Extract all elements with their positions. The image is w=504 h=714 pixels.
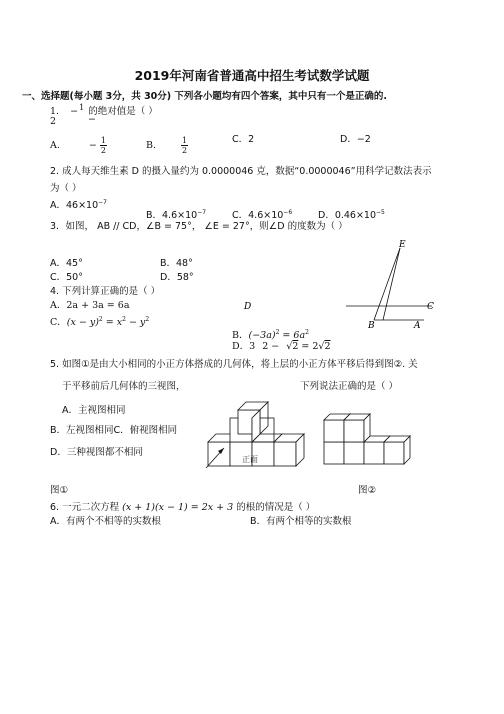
q4-option-b-base: (−3a) xyxy=(248,330,276,341)
q2-option-c xyxy=(232,207,292,222)
q2-option-a-exponent: −7 xyxy=(98,199,107,206)
q3-option-d: D．58° xyxy=(160,272,194,283)
q2-option-b-exponent: −7 xyxy=(197,209,207,216)
q4-option-c-base: (x − y) xyxy=(66,317,99,328)
q5-figure-2-caption: 图② xyxy=(358,485,377,496)
q3-option-c: C．50° xyxy=(50,272,83,283)
q4-option-c-exp2: 2 xyxy=(122,316,126,323)
q4-option-c-exp3: 2 xyxy=(145,316,150,323)
q4-stem: 4. 下列计算正确的是（ ） xyxy=(50,286,161,297)
q1-option-d: D．−2 xyxy=(340,134,371,145)
q4-option-c-label: C． xyxy=(50,317,67,328)
q2-stem-line2: 为（ ） xyxy=(50,183,82,194)
q1-minus: − xyxy=(70,106,79,117)
q6-option-b: B．有两个相等的实数根 xyxy=(250,516,352,527)
point-a-label: A xyxy=(414,321,421,331)
q1-option-b-fraction xyxy=(181,136,188,155)
q3-option-a: A．45° xyxy=(50,258,83,269)
q1-option-a xyxy=(50,136,107,155)
q4-option-d-rest: 2 − xyxy=(262,341,280,352)
q4-option-d-radicand2: 2 xyxy=(324,341,331,352)
q2-option-d-text: D．0.46×10 xyxy=(318,210,377,221)
q2-option-d xyxy=(318,207,385,222)
q1-option-a-fraction xyxy=(100,136,107,155)
q3-option-b: B．48° xyxy=(160,258,193,269)
q1-stray-dash: − xyxy=(88,114,96,125)
q4-option-b-exp1: 2 xyxy=(275,329,280,336)
q5-figure-1-cubes xyxy=(200,402,310,472)
q6-stem-left: 6. 一元二次方程 xyxy=(50,502,120,513)
q1-option-a-denominator: 2 xyxy=(100,146,107,155)
q4-option-d: D．3 2 − √2 = 2√2 xyxy=(232,341,331,352)
q5-stem-line2b: 下列说法正确的是（ ） xyxy=(300,381,399,392)
q4-option-b-label: B． xyxy=(232,330,249,341)
q4-option-d-label: D．3 xyxy=(232,341,256,352)
q1-stray-denominator: 2 xyxy=(50,116,57,127)
point-e-label: E xyxy=(399,240,406,250)
q5-figure-1-caption: 图① xyxy=(50,485,69,496)
page-title: 2019年河南省普通高中招生考试数学试题 xyxy=(134,68,370,83)
q1-option-a-sign: − xyxy=(88,140,97,151)
q4-option-b-exp2: 2 xyxy=(305,329,309,336)
q2-option-b-text: B．4.6×10 xyxy=(146,210,198,221)
q4-option-b-right: = 6a xyxy=(279,330,306,341)
q1-number: 1. xyxy=(50,106,60,117)
q2-option-a-text: A．46×10 xyxy=(50,200,99,211)
q4-option-c-exp1: 2 xyxy=(98,316,103,323)
q5-stem-line2: 于平移前后几何体的三视图， xyxy=(62,381,186,392)
point-c-label: C xyxy=(427,302,434,312)
q6-option-a: A．有两个不相等的实数根 xyxy=(50,516,161,527)
q6-equation: (x + 1)(x − 1) = 2x + 3 xyxy=(122,502,234,513)
q5-stem-line1: 5. 如图①是由大小相同的小正方体搭成的几何体，将上层的小正方体平移后得到图②. 关 xyxy=(50,359,418,370)
q1-option-a-numerator: 1 xyxy=(100,136,107,145)
point-b-label: B xyxy=(368,321,375,331)
q1-option-b-label: B. xyxy=(146,140,157,151)
q4-option-c xyxy=(50,314,149,329)
q4-option-a: A．2a + 3a = 6a xyxy=(50,300,130,311)
q6-stem-right: 的根的情况是（ ） xyxy=(236,502,316,513)
q1-fraction-numerator: 1 xyxy=(79,103,85,112)
q4-option-c-right: − y xyxy=(125,317,146,328)
q1-stem xyxy=(50,103,158,118)
q5-figure-2-cubes xyxy=(320,408,415,472)
q5-option-b xyxy=(50,425,177,437)
q4-option-d-radicand1: 2 xyxy=(292,341,299,352)
front-label: 正面 xyxy=(242,455,258,464)
q1-fraction xyxy=(78,103,85,112)
q1-option-b-denominator: 2 xyxy=(182,146,188,155)
q5-option-d: D．三种视图都不相同 xyxy=(50,447,143,458)
q3-stem: 3．如图， AB // CD，∠B = 75°， ∠E = 27°，则∠D 的度数为（ ） xyxy=(50,221,348,232)
q4-option-c-mid: = x xyxy=(102,317,123,328)
q1-option-b-numerator: 1 xyxy=(182,136,188,145)
line-be xyxy=(374,248,400,320)
section-heading: 一、选择题(每小题 3分，共 30分) 下列各小题均有四个答案，其中只有一个是正确的. xyxy=(22,91,388,102)
q4-option-d-equals: = 2 xyxy=(298,341,319,352)
q2-option-c-exponent: −6 xyxy=(283,209,293,216)
q2-stem-line1: 2. 成人每天维生素 D 的摄入量约为 0.0000046 克，数据“0.0000046”用科学记数法表示 xyxy=(50,166,432,177)
q4-option-b xyxy=(232,327,309,342)
q1-question-text: 的绝对值是（ ） xyxy=(88,106,158,117)
point-d-label: D xyxy=(244,302,252,312)
q6-stem xyxy=(50,502,315,514)
q1-option-b xyxy=(146,136,188,155)
q2-option-d-exponent: −5 xyxy=(376,209,385,216)
q5-option-b-text: B．左视图相同 xyxy=(50,425,114,436)
line-ed xyxy=(383,248,400,320)
q1-option-a-label: A. xyxy=(50,140,60,151)
q2-option-c-text: C．4.6×10 xyxy=(232,210,284,221)
q5-option-c-text: C．俯视图相同 xyxy=(113,425,178,436)
q1-option-c: C．2 xyxy=(232,134,255,145)
q5-option-a: A．主视图相同 xyxy=(62,405,126,416)
q2-option-a xyxy=(50,197,107,212)
q3-parallel-lines-figure xyxy=(244,238,440,334)
q2-option-b xyxy=(146,207,206,222)
